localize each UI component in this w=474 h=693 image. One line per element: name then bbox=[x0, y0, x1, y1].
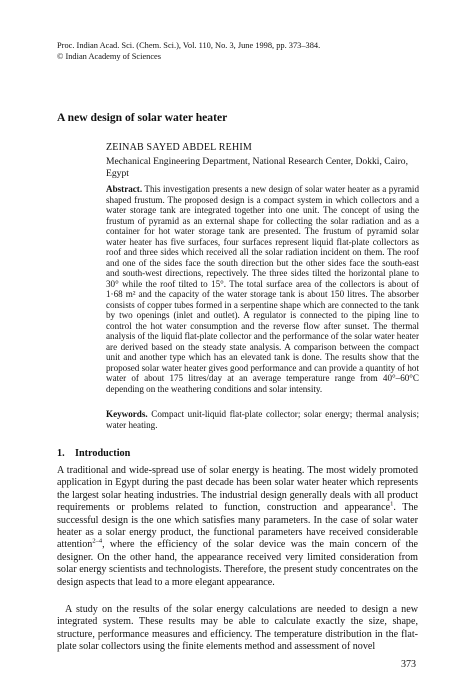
section-heading bbox=[57, 448, 130, 459]
page-number: 373 bbox=[401, 659, 416, 670]
abstract-text: This investigation presents a new design of solar water heater as a pyramid shaped frustum. The proposed design is a compact system in which collectors and a water storage tank are integrated together into one unit. The concept of using the frustum of pyramid as an external shape for collecting the solar radiation and as a container for hot water storage tank are presented. The frustum of pyramid solar water heater has five surfaces, four surfaces represent liquid flat-plate collectors as roof and three sides which received all the solar radiation incident on them. The roof and one of the sides face the south direction but the other sides face the south-east and south-west directions, repectively. The three sides tilted the horizontal plane to 30° while the roof tilted to 15°. The total surface area of the collectors is about of 1·68 m² and the capacity of the water storage tank is about 150 litres. The absorber consists of copper tubes formed in a serpentine shape which are connected to the tank by two openings (inlet and outlet). A regulator is connected to the piping line to control the hot water consumption and the reverse flow after sunset. The thermal analysis of the liquid flat-plate collector and the performance of the solar water heater are derived based on the steady state analysis. A comparison between the compact unit and another type which has an elevated tank is done. The results show that the proposed solar water heater gives good performance and can provide a quantity of hot water of about 175 litres/day at an average temperature range from 40°–60°C depending on the weathering conditions and solar intensity. bbox=[106, 184, 419, 394]
author-name: ZEINAB SAYED ABDEL REHIM bbox=[106, 142, 253, 153]
keywords-label: Keywords. bbox=[106, 409, 148, 419]
paragraph-text: . The successful design is the one which satisfies many parameters. In the case of solar water heater as a solar energy product, the functional parameters have received considerable attention bbox=[57, 502, 418, 551]
abstract bbox=[106, 184, 419, 394]
body-paragraph bbox=[57, 465, 418, 589]
paper-title: A new design of solar water heater bbox=[57, 111, 228, 124]
citation-ref: 1 bbox=[390, 500, 394, 508]
paragraph-text: , where the efficiency of the solar device was the main concern of the designer. On the other hand, the appearance received very limited consideration from solar energy scientists and technologists. Therefore, the present study concentrates on the design aspects that lead to a more elegant appearance. bbox=[57, 539, 418, 588]
section-number: 1. bbox=[57, 448, 65, 459]
body-paragraph: A study on the results of the solar energy calculations are needed to design a new integrated system. These results may be able to calculate exactly the size, shape, structure, performance measures and efficiency. The temperature distribution in the flat-plate solar collectors using the finite elements method and assessment of novel bbox=[57, 604, 418, 653]
abstract-label: Abstract. bbox=[106, 184, 143, 194]
keywords-text: Compact unit-liquid flat-plate collector; solar energy; thermal analysis; water heating. bbox=[106, 409, 419, 430]
keywords bbox=[106, 409, 419, 430]
journal-citation: Proc. Indian Acad. Sci. (Chem. Sci.), Vol. 110, No. 3, June 1998, pp. 373–384. bbox=[57, 41, 321, 50]
section-title: Introduction bbox=[75, 448, 131, 459]
citation-ref: 2–4 bbox=[92, 538, 103, 546]
paragraph-text: A traditional and wide-spread use of solar energy is heating. The most widely promoted application in Egypt during the past decade has been solar water heater which represents the largest solar heating industries. The industrial design generally deals with all product requirements or problems related to function, construction and appearance bbox=[57, 465, 418, 514]
copyright-notice: © Indian Academy of Sciences bbox=[57, 52, 162, 61]
author-affiliation: Mechanical Engineering Department, National Research Center, Dokki, Cairo, Egypt bbox=[106, 156, 408, 179]
